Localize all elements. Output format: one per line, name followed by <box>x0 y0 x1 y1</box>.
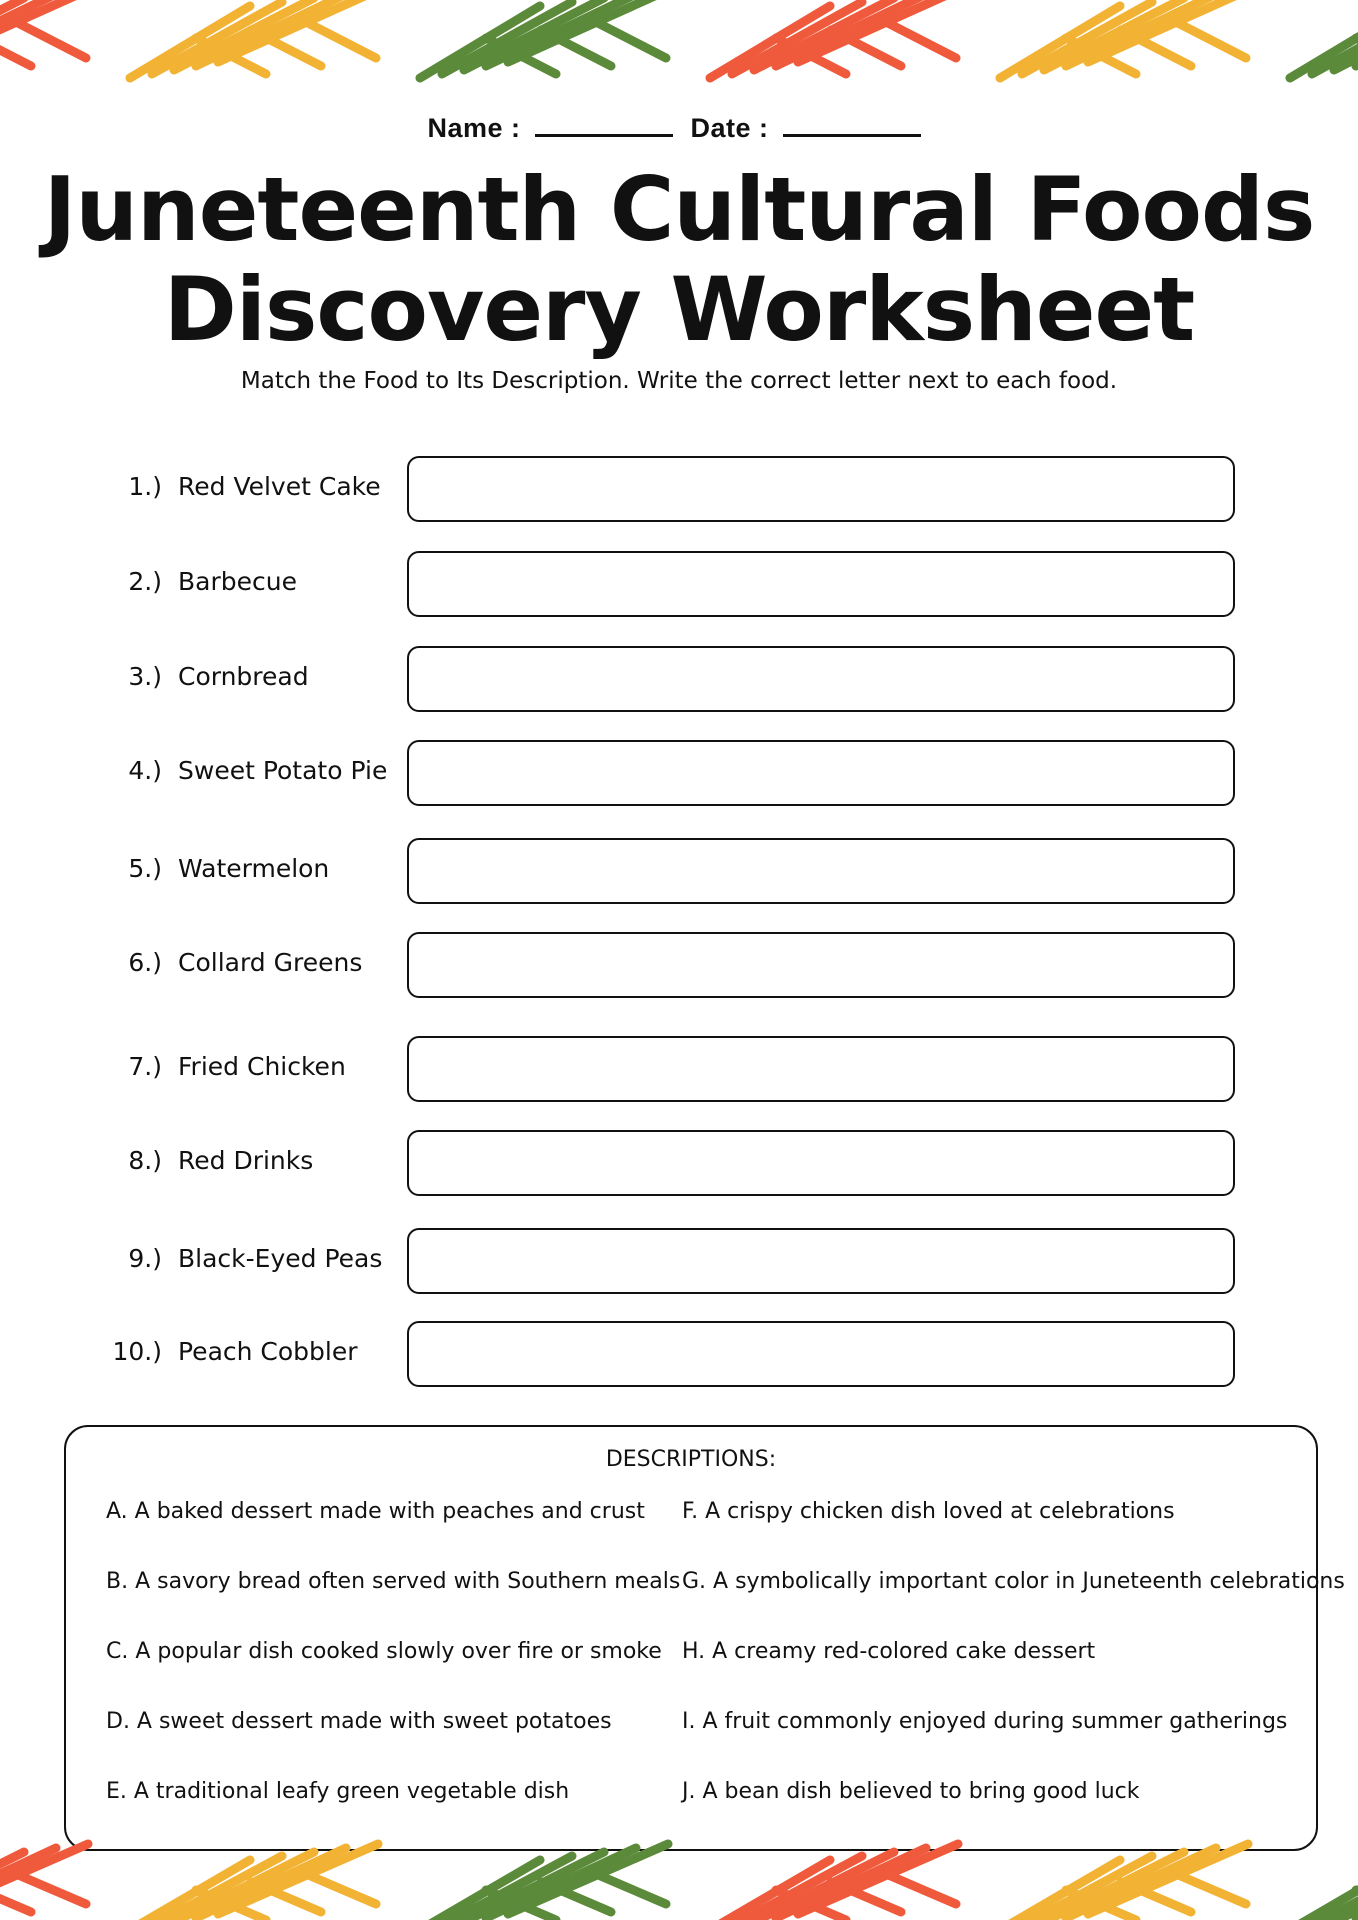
food-name: Black-Eyed Peas <box>178 1244 383 1273</box>
item-number: 9.) <box>128 1244 162 1273</box>
answer-box[interactable] <box>407 740 1235 806</box>
title-line-2: Discovery Worksheet <box>163 258 1195 361</box>
leaf-pattern-top <box>0 0 1358 96</box>
food-item <box>0 1228 1358 1298</box>
leaf-stroke <box>0 1882 31 1912</box>
description-item: F. A crispy chicken dish loved at celebrations <box>682 1499 1175 1524</box>
description-item: E. A traditional leafy green vegetable dish <box>106 1779 570 1804</box>
leaf-stroke <box>1176 22 1246 58</box>
food-name: Red Velvet Cake <box>178 472 381 501</box>
name-label: Name : <box>427 113 521 143</box>
item-number: 10.) <box>112 1337 162 1366</box>
leaf-stroke <box>886 22 956 58</box>
leaf-stroke <box>306 1874 376 1904</box>
food-name: Collard Greens <box>178 948 363 977</box>
food-item <box>0 932 1358 1002</box>
item-number: 4.) <box>128 756 162 785</box>
leaf-stroke <box>596 22 666 58</box>
worksheet-title <box>0 160 1358 360</box>
food-name: Barbecue <box>178 567 297 596</box>
food-item <box>0 740 1358 810</box>
item-number: 6.) <box>128 948 162 977</box>
answer-box[interactable] <box>407 1036 1235 1102</box>
description-item: G. A symbolically important color in Juneteenth celebrations <box>682 1569 1345 1594</box>
descriptions-title: DESCRIPTIONS: <box>605 1447 777 1472</box>
answer-box[interactable] <box>407 1228 1235 1294</box>
leaf-stroke <box>1176 1874 1246 1904</box>
food-name: Sweet Potato Pie <box>178 756 388 785</box>
leaf-stroke <box>16 1874 86 1904</box>
description-item: I. A fruit commonly enjoyed during summer gatherings <box>682 1709 1288 1734</box>
answer-box[interactable] <box>407 646 1235 712</box>
food-item <box>0 1130 1358 1200</box>
description-item: A. A baked dessert made with peaches and crust <box>106 1499 645 1524</box>
answer-box[interactable] <box>407 838 1235 904</box>
food-item <box>0 1036 1358 1106</box>
item-number: 5.) <box>128 854 162 883</box>
food-name: Cornbread <box>178 662 309 691</box>
date-label: Date : <box>690 113 769 143</box>
leaf-stroke <box>0 30 31 66</box>
answer-box[interactable] <box>407 1321 1235 1387</box>
descriptions-left-column <box>106 1499 680 1849</box>
item-number: 2.) <box>128 567 162 596</box>
leaf-stroke <box>596 1874 666 1904</box>
food-item <box>0 551 1358 621</box>
food-item <box>0 456 1358 526</box>
descriptions-panel <box>64 1425 1345 1851</box>
food-item <box>0 646 1358 716</box>
item-number: 3.) <box>128 662 162 691</box>
name-blank[interactable] <box>535 112 673 137</box>
top-decorative-border <box>0 0 1358 96</box>
date-blank[interactable] <box>783 112 921 137</box>
description-item: H. A creamy red-colored cake dessert <box>682 1639 1096 1664</box>
item-number: 7.) <box>128 1052 162 1081</box>
description-item: B. A savory bread often served with Southern meals <box>106 1569 681 1594</box>
food-name: Red Drinks <box>178 1146 314 1175</box>
food-item <box>0 838 1358 908</box>
description-item: D. A sweet dessert made with sweet potatoes <box>106 1709 612 1734</box>
answer-box[interactable] <box>407 551 1235 617</box>
leaf-stroke <box>886 1874 956 1904</box>
food-name: Peach Cobbler <box>178 1337 358 1366</box>
answer-box[interactable] <box>407 456 1235 522</box>
leaf-stroke <box>16 22 86 58</box>
answer-box[interactable] <box>407 932 1235 998</box>
food-name: Watermelon <box>178 854 330 883</box>
description-item: J. A bean dish believed to bring good luck <box>682 1779 1140 1804</box>
description-item: C. A popular dish cooked slowly over fire or smoke <box>106 1639 662 1664</box>
food-item <box>0 1321 1358 1391</box>
leaf-stroke <box>306 22 376 58</box>
descriptions-right-column <box>682 1499 1345 1849</box>
item-number: 8.) <box>128 1146 162 1175</box>
instructions: Match the Food to Its Description. Write the correct letter next to each food. <box>240 368 1118 394</box>
food-name: Fried Chicken <box>178 1052 346 1081</box>
leaf-pattern-bottom <box>0 1836 1358 1920</box>
bottom-decorative-border <box>0 1836 1358 1920</box>
answer-box[interactable] <box>407 1130 1235 1196</box>
item-number: 1.) <box>128 472 162 501</box>
title-line-1: Juneteenth Cultural Foods <box>43 158 1315 261</box>
name-date-line <box>0 112 1358 144</box>
